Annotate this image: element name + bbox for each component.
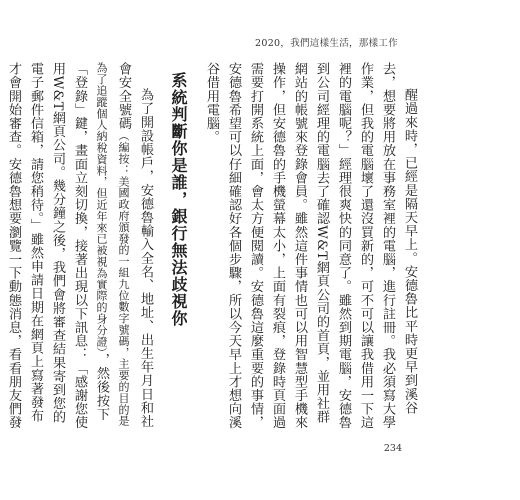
paragraph-text: 為了開設帳戶，安德魯輸入全名、地址、出生年月日和社會安全號碼: [116, 62, 153, 429]
body-text: [6, 62, 420, 434]
editor-note: （編按：美國政府頒發的一組九位數字號碼，主要的目的是為了追蹤個人納稅資料，但近年來已被視為實際的身分證）: [95, 62, 130, 427]
section-heading: 系統判斷你是誰，銀行無法歧視你: [169, 72, 188, 327]
paragraph: 醒過來時，已經是隔天早上。安德魯比平時更早到溪谷去，想要將用放在事務室裡的電腦，進行註冊。我必須寫大學作業，但我的電腦壞了還沒買新的，可不可以讓我借用一下這裡的電腦呢？」經理很爽快的同意了。雖然到期電腦，安德魯到公司經理的電腦去了確認W&T網頁公司的首頁，並用社群網站的帳號來登錄會員。雖然這件事情也可以用智慧型手機來操作，但安德魯的手機螢幕太小，上面有裂痕，登錄時頁面過需要打開系統上面，會太方便閱讀。安德魯這麼重要的事情，安德魯希望可以仔細確認好各個步驟，所以今天早上才想向溪谷借用電腦。: [204, 62, 417, 430]
page-number: 234: [383, 443, 402, 454]
running-header: 2020，我們這樣生活，那樣工作: [255, 38, 398, 49]
paragraph: [0, 62, 156, 434]
paragraph-text: ，然後按下「登錄」鍵，畫面立刻切換，接著出現以下訊息：「感謝您使用W&T網頁公司。幾分鐘之後，我們會將審查結果寄到您的電子郵件信箱，請您稍待。」雖然申請日期在網頁上寫著發布才會開始審查。安德魯想要瀏覽一下動態消息，看看朋友們發: [6, 62, 109, 430]
